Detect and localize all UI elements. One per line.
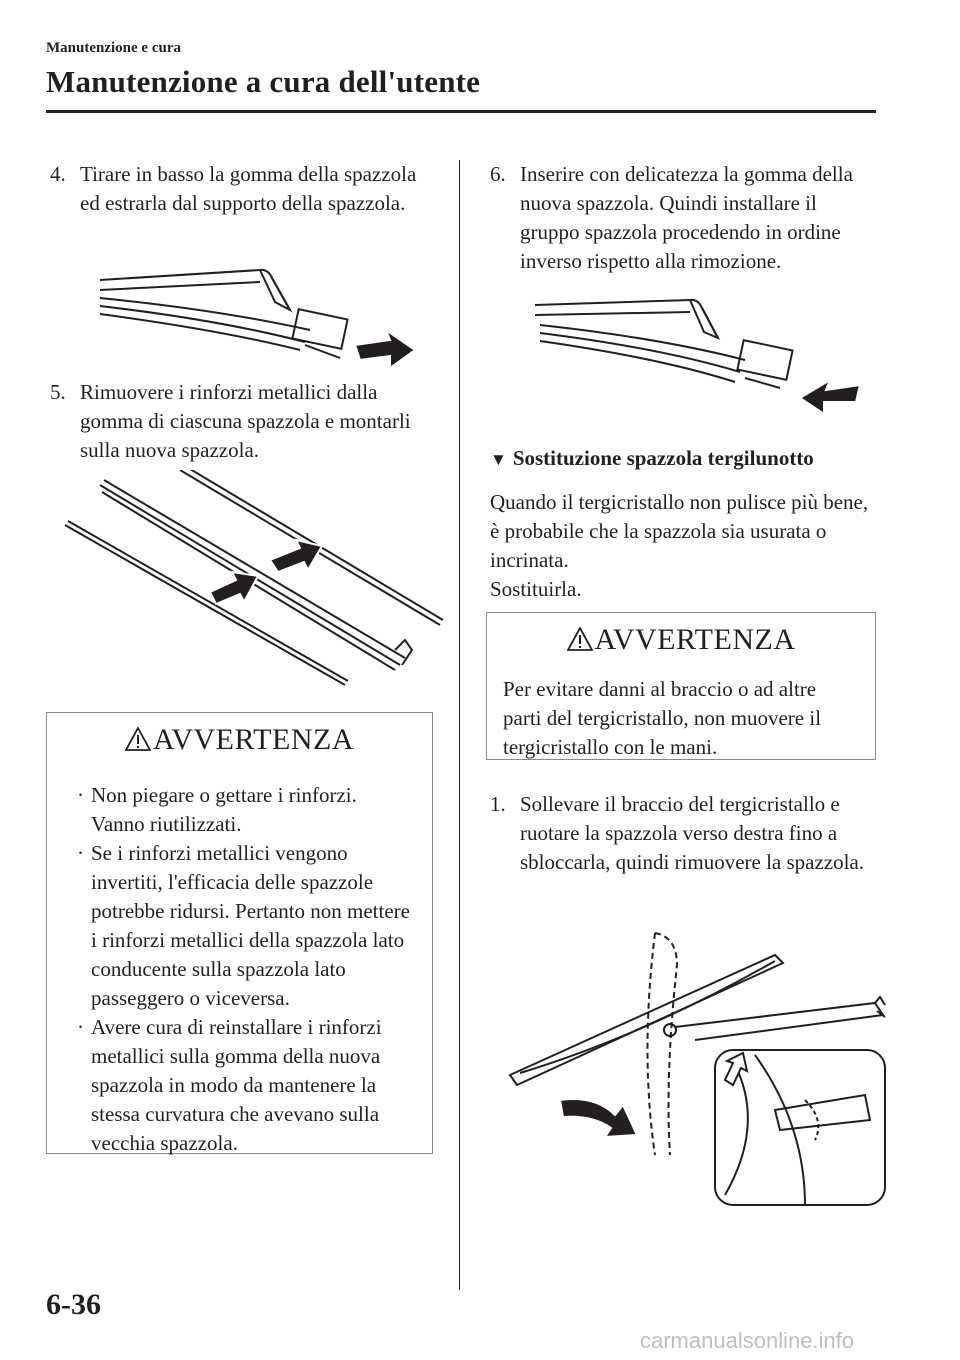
step-number: 5. bbox=[50, 380, 66, 404]
step-5 bbox=[50, 378, 440, 465]
step-text: Inserire con delicatezza la gomma della nuova spazzola. Quindi installare il gruppo spazzola procedendo in ordine inverso rispetto alla rimozione. bbox=[520, 162, 853, 273]
illustration-insert-rubber bbox=[530, 290, 870, 420]
section-heading-text: Sostituzione spazzola tergilunotto bbox=[512, 446, 814, 470]
section-intro: Quando il tergicristallo non pulisce più bene, è probabile che la spazzola sia usurata o incrinata. bbox=[490, 490, 869, 572]
column-divider bbox=[459, 160, 460, 1290]
header-rule bbox=[46, 110, 876, 113]
warning-title bbox=[47, 723, 432, 763]
illustration-pull-rubber bbox=[90, 250, 430, 370]
section-heading bbox=[490, 446, 814, 471]
warning-body bbox=[69, 781, 414, 1158]
warning-icon bbox=[567, 625, 593, 659]
step-text: Tirare in basso la gomma della spazzola ed estrarla dal supporto della spazzola. bbox=[80, 162, 417, 215]
section-instruction: Sostituirla. bbox=[490, 577, 582, 601]
step-4 bbox=[50, 160, 440, 218]
page-title: Manutenzione a cura dell'utente bbox=[46, 64, 481, 99]
warning-box-stiffeners bbox=[46, 712, 433, 1154]
warning-title bbox=[487, 623, 875, 663]
warning-title-text: AVVERTENZA bbox=[153, 723, 354, 756]
warning-icon bbox=[125, 725, 151, 759]
warning-bullet: · Avere cura di reinstallare i rinforzi metallici sulla gomma della nuova spazzola in modo da mantenere la stessa curvatura che avevano sulla vecchia spazzola. bbox=[77, 1015, 382, 1155]
watermark: carmanualsonline.info bbox=[640, 1328, 855, 1353]
running-section-title: Manutenzione e cura bbox=[46, 40, 181, 56]
warning-bullet: · Non piegare o gettare i rinforzi. Vanno riutilizzati. bbox=[77, 783, 357, 836]
step-1 bbox=[490, 790, 880, 877]
page-number: 6-36 bbox=[46, 1288, 101, 1321]
step-text: Sollevare il braccio del tergicristallo e ruotare la spazzola verso destra fino a sbloccarla, quindi rimuovere la spazzola. bbox=[520, 792, 865, 874]
section-paragraph bbox=[490, 488, 870, 604]
step-text: Rimuovere i rinforzi metallici dalla gomma di ciascuna spazzola e montarli sulla nuova spazzola. bbox=[80, 380, 411, 462]
warning-title-text: AVVERTENZA bbox=[594, 623, 796, 656]
warning-box-rear-wiper bbox=[486, 612, 876, 760]
illustration-metal-stiffeners bbox=[60, 470, 445, 690]
warning-body: Per evitare danni al braccio o ad altre parti del tergicristallo, non muovere il tergicristallo con le mani. bbox=[503, 677, 822, 759]
section-marker: ▼ bbox=[490, 450, 507, 469]
step-number: 4. bbox=[50, 162, 66, 186]
step-number: 6. bbox=[490, 162, 506, 186]
illustration-rear-wiper-removal bbox=[505, 925, 890, 1210]
step-6 bbox=[490, 160, 880, 276]
step-number: 1. bbox=[490, 792, 506, 816]
warning-bullet: · Se i rinforzi metallici vengono invertiti, l'efficacia delle spazzole potrebbe ridursi. Pertanto non mettere i rinforzi metallici della spazzola lato conducente sulla spazzola lato passeggero o viceversa. bbox=[77, 841, 410, 1010]
